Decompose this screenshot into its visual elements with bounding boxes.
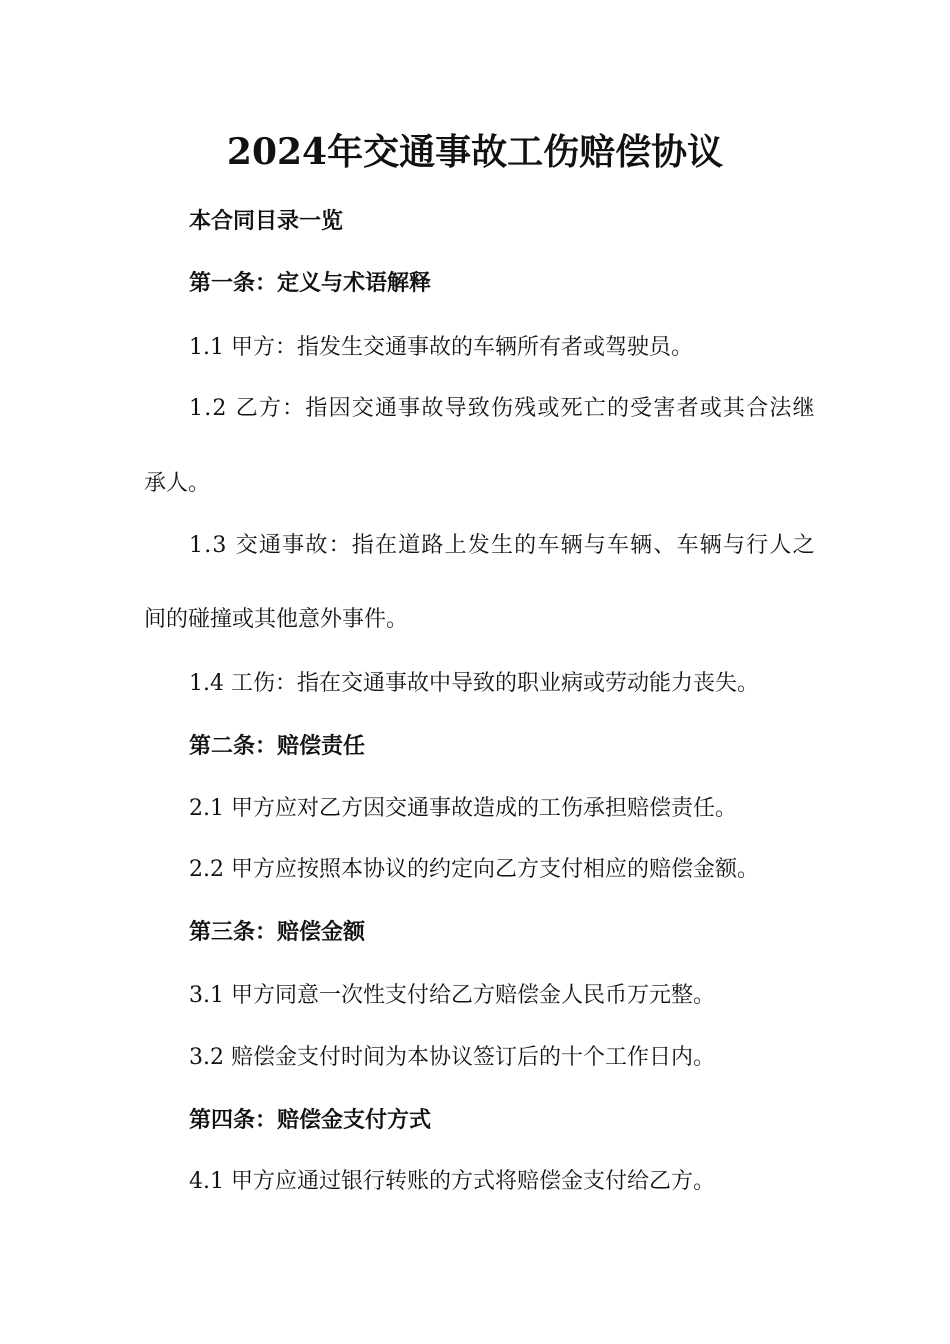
clause-1-2-line-1: 1.2 乙方：指因交通事故导致伤残或死亡的受害者或其合法继 (189, 396, 816, 421)
clause-1-2-line-2: 承人。 (144, 471, 211, 496)
clause-4-1: 4.1 甲方应通过银行转账的方式将赔偿金支付给乙方。 (189, 1169, 715, 1194)
clause-2-1: 2.1 甲方应对乙方因交通事故造成的工伤承担赔偿责任。 (189, 796, 737, 821)
clause-1-1: 1.1 甲方：指发生交通事故的车辆所有者或驾驶员。 (189, 335, 693, 360)
clause-2-2: 2.2 甲方应按照本协议的约定向乙方支付相应的赔偿金额。 (189, 857, 759, 882)
article-4-heading: 第四条：赔偿金支付方式 (189, 1107, 432, 1133)
clause-1-3-line-1: 1.3 交通事故：指在道路上发生的车辆与车辆、车辆与行人之 (189, 533, 816, 558)
toc-heading: 本合同目录一览 (189, 208, 344, 234)
clause-3-1: 3.1 甲方同意一次性支付给乙方赔偿金人民币万元整。 (189, 983, 715, 1008)
document-title: 2024年交通事故工伤赔偿协议 (226, 131, 724, 173)
clause-3-2: 3.2 赔偿金支付时间为本协议签订后的十个工作日内。 (189, 1045, 715, 1070)
clause-1-3-line-2: 间的碰撞或其他意外事件。 (144, 607, 409, 632)
article-2-heading: 第二条：赔偿责任 (189, 733, 366, 759)
article-1-heading: 第一条：定义与术语解释 (189, 270, 432, 296)
article-3-heading: 第三条：赔偿金额 (189, 919, 366, 945)
clause-1-4: 1.4 工伤：指在交通事故中导致的职业病或劳动能力丧失。 (189, 671, 759, 696)
